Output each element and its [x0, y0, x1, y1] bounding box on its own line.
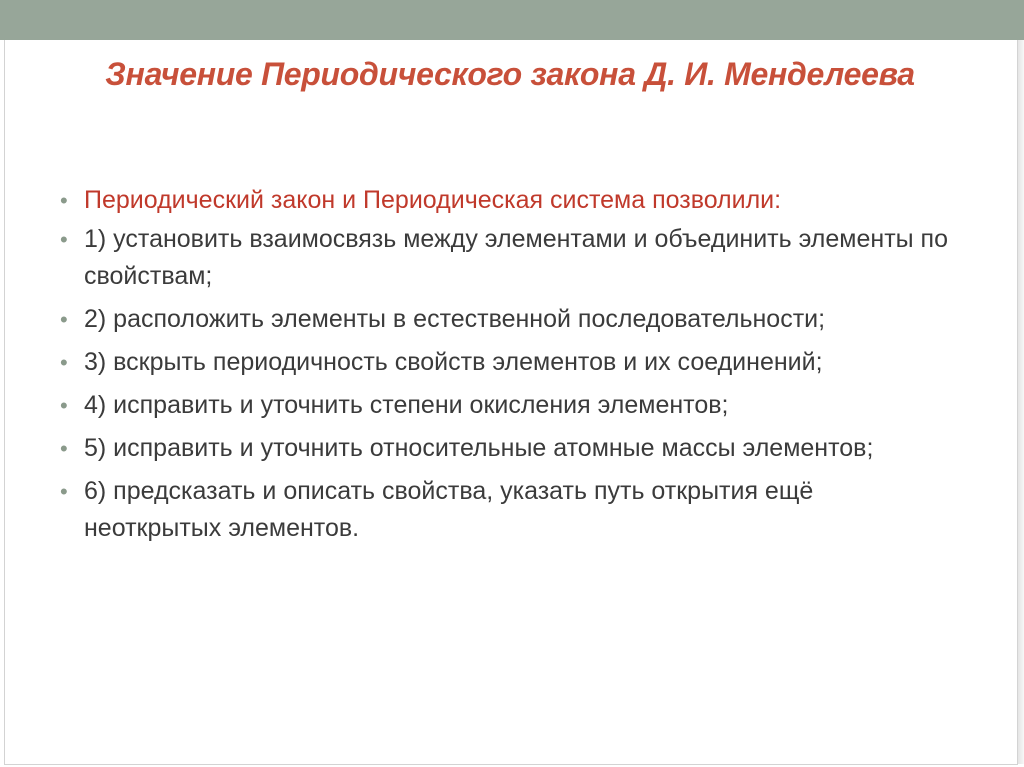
list-item-text: 2) расположить элементы в естественной последовательности;	[84, 305, 826, 333]
list-item-3	[54, 344, 954, 381]
list-item-text: Периодический закон и Периодическая система позволили:	[84, 186, 782, 214]
bullet-icon: •	[60, 479, 68, 504]
slide-top-bar	[0, 0, 1024, 40]
list-item-text: 6) предсказать и описать свойства, указать путь открытия ещё неоткрытых элементов.	[84, 477, 814, 542]
bullet-icon: •	[60, 436, 68, 461]
list-item-4	[54, 387, 954, 424]
bullet-icon: •	[60, 188, 68, 213]
bullet-icon: •	[60, 307, 68, 332]
list-item-text: 3) вскрыть периодичность свойств элементов и их соединений;	[84, 348, 823, 376]
bullet-list	[54, 182, 954, 553]
bullet-icon: •	[60, 227, 68, 252]
list-item-text: 5) исправить и уточнить относительные атомные массы элементов;	[84, 434, 874, 462]
list-item-6	[54, 473, 954, 547]
list-item-text: 1) установить взаимосвязь между элементами и объединить элементы по свойствам;	[84, 225, 949, 290]
bullet-icon: •	[60, 350, 68, 375]
list-item-text: 4) исправить и уточнить степени окисления элементов;	[84, 391, 729, 419]
list-item-5	[54, 430, 954, 467]
list-item-intro	[54, 182, 954, 219]
bullet-icon: •	[60, 393, 68, 418]
list-item-1	[54, 221, 954, 295]
list-item-2	[54, 301, 954, 338]
slide-title: Значение Периодического закона Д. И. Менделеева	[105, 56, 915, 92]
